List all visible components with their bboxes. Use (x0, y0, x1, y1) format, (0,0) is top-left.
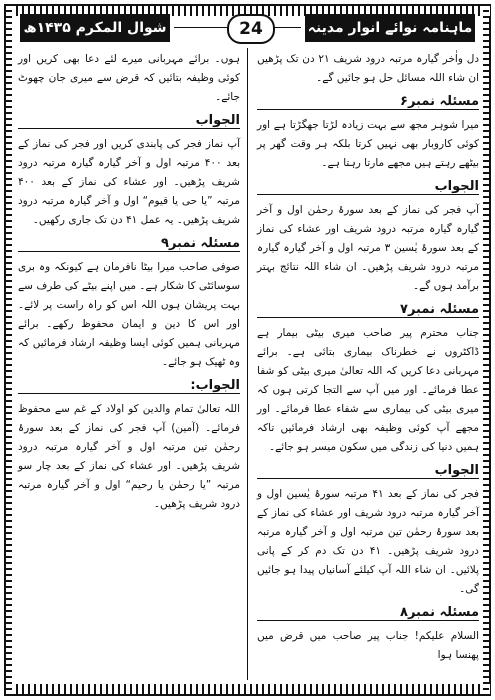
heading-rule (257, 109, 479, 110)
heading-text: مسئلہ نمبر۷ (394, 302, 479, 317)
paragraph: اللہ تعالیٰ تمام والدین کو اولاد کے غم سے محفوظ فرمائے۔ (آمین) آپ فجر کی نماز کے بعد سورۂ رحمٰن تین مرتبہ اول و آخر گیارہ مرتبہ درود شریف پڑھیں۔ اور عشاء کی نماز کے بعد چار سو مرتبہ ”یا رحمٰن یا رحیم“ اول و آخر گیارہ مرتبہ درود شریف پڑھیں۔ (18, 403, 240, 510)
heading-text: الجواب (429, 179, 479, 194)
issue-date: شوال المکرم ۱۴۳۵ھ (20, 14, 170, 42)
heading-rule (257, 317, 479, 318)
heading-text: مسئلہ نمبر۸ (394, 605, 479, 620)
heading-text: الجواب: (184, 378, 240, 393)
heading-rule (257, 478, 479, 479)
section-heading (18, 234, 240, 254)
page-header (14, 14, 481, 42)
border-pattern-right (483, 4, 489, 696)
section-heading (257, 300, 479, 320)
section-heading (257, 603, 479, 623)
paragraph: دل واٰخر گیارہ مرتبہ درود شریف ۲۱ دن تک پڑھیں ان شاء اللہ مسائل حل ہو جائیں گے۔ (257, 53, 479, 84)
left-column (18, 50, 240, 680)
border-pattern-left (6, 4, 12, 696)
section-heading (257, 92, 479, 112)
border-pattern-bottom (4, 684, 491, 694)
paragraph: فجر کی نماز کے بعد ۴۱ مرتبہ سورۂ یٰسین اول و آخر گیارہ مرتبہ درود شریف اور عشاء کی نماز کے بعد سورۂ رحمٰن تین مرتبہ اول و آخر گیارہ مرتبہ درود شریف پڑھیں۔ ۴۱ دن تک دم کر کے پانی پلائیں۔ ان شاء اللہ آپ کیلئے آسانیاں پیدا ہو جائیں گی۔ (257, 488, 479, 595)
heading-text: مسئلہ نمبر۹ (155, 236, 240, 251)
paragraph: جناب محترم پیر صاحب میری بیٹی بیمار ہے ڈاکٹروں نے خطرناک بیماری بتائی ہے۔ برائے مہربانی دعا کریں کہ اللہ تعالیٰ میری بیٹی کو شفا عطا فرمائے۔ اور میں آپ سے التجا کرتی ہوں کہ میری بیٹی کی بیماری سے شفاء عطا فرمائے۔ اور مجھے آپ کوئی وظیفہ بھی ارشاد فرمائیں تاکہ ہمیں دنیا کی زندگی میں سکون میسر ہو جائے۔ (257, 327, 479, 453)
heading-rule (257, 620, 479, 621)
column-divider (247, 48, 248, 680)
section-heading (18, 111, 240, 131)
page-number: 24 (227, 14, 275, 44)
heading-rule (18, 128, 240, 129)
paragraph: آپ فجر کی نماز کے بعد سورۂ رحمٰن اول و آخر گیارہ گیارہ مرتبہ درود شریف اور عشاء کی نماز کے بعد سورۂ یٰسین ۳ مرتبہ اول و آخر گیارہ گیارہ مرتبہ درود شریف پڑھیں۔ ان شاء اللہ نتائج بہتر برآمد ہوں گے۔ (257, 204, 479, 292)
section-heading (18, 376, 240, 396)
section-heading (257, 461, 479, 481)
heading-text: الجواب (429, 463, 479, 478)
paragraph: آپ نماز فجر کی پابندی کریں اور فجر کی نماز کے بعد ۴۰۰ مرتبہ اول و آخر گیارہ گیارہ مرتبہ درود شریف پڑھیں۔ اور عشاء کی نماز کے بعد ۴۰۰ مرتبہ ”یا حی یا قیوم“ اول و آخر گیارہ مرتبہ درود شریف پڑھیں۔ یہ عمل ۴۱ دن تک جاری رکھیں۔ (18, 138, 240, 226)
heading-rule (18, 251, 240, 252)
paragraph: میرا شوہر مجھ سے بہت زیادہ لڑتا جھگڑتا ہے اور کوئی کاروبار بھی نہیں کرتا بلکہ ہر وقت گھر پر بیٹھے رہتے ہیں مجھے مارتا رہتا ہے۔ (257, 119, 479, 169)
heading-rule (257, 194, 479, 195)
magazine-title: ماہنامہ نوائے انوار مدینہ (305, 14, 475, 42)
paragraph: السلام علیکم! جناب پیر صاحب میں قرض میں پھنسا ہوا (257, 630, 479, 661)
right-column (257, 50, 479, 680)
heading-text: الجواب (190, 113, 240, 128)
heading-text: مسئلہ نمبر۶ (394, 94, 479, 109)
section-heading (257, 177, 479, 197)
heading-rule (18, 393, 240, 394)
paragraph: صوفی صاحب میرا بیٹا نافرمان ہے کیونکہ وہ بری سوسائٹی کا شکار ہے۔ میں اپنے بیٹے کی طرف سے بہت پریشان ہوں اللہ اس کو راہ راست پر لائے۔ اور اس کا دین و ایمان محفوظ رکھے۔ برائے مہربانی ہمیں کوئی ایسا وظیفہ ارشاد فرمائیں کہ وہ ٹھیک ہو جائے۔ (18, 261, 240, 368)
paragraph: ہوں۔ برائے مہربانی میرے لئے دعا بھی کریں اور کوئی وظیفہ بتائیں کہ قرض سے میری جان چھوٹ جائے۔ (18, 53, 240, 103)
